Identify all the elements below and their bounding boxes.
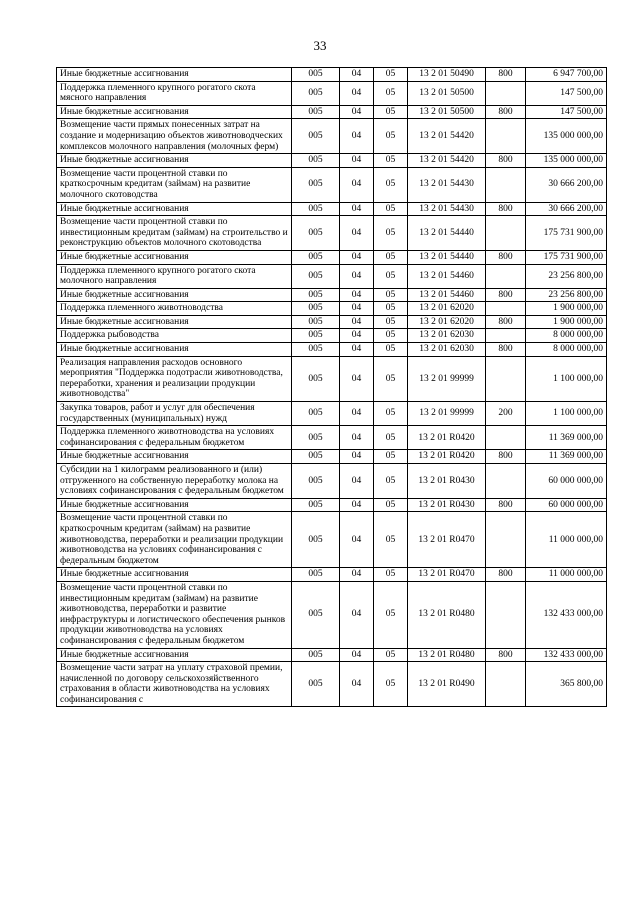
expense-type-code: 800: [486, 315, 526, 329]
ministry-code: 005: [292, 329, 340, 343]
expense-type-code: 800: [486, 202, 526, 216]
subsection-code: 05: [374, 154, 408, 168]
expense-name: Иные бюджетные ассигнования: [57, 202, 292, 216]
ministry-code: 005: [292, 426, 340, 450]
table-row: [57, 343, 607, 357]
table-row: [57, 464, 607, 499]
amount: 8 000 000,00: [526, 329, 607, 343]
subsection-code: 05: [374, 202, 408, 216]
expense-name: Субсидии на 1 килограмм реализованного и (или) отгруженного на собственную переработку молока на условиях софинансирования с федеральным бюджетом: [57, 464, 292, 499]
section-code: 04: [340, 498, 374, 512]
section-code: 04: [340, 302, 374, 316]
section-code: 04: [340, 167, 374, 202]
expense-type-code: 800: [486, 450, 526, 464]
target-article-code: 13 2 01 99999: [408, 402, 486, 426]
subsection-code: 05: [374, 302, 408, 316]
table-row: [57, 329, 607, 343]
target-article-code: 13 2 01 62030: [408, 343, 486, 357]
table-row: [57, 648, 607, 662]
ministry-code: 005: [292, 498, 340, 512]
expense-type-code: [486, 216, 526, 251]
expense-type-code: 800: [486, 568, 526, 582]
target-article-code: 13 2 01 54460: [408, 288, 486, 302]
ministry-code: 005: [292, 356, 340, 401]
ministry-code: 005: [292, 105, 340, 119]
section-code: 04: [340, 426, 374, 450]
amount: 60 000 000,00: [526, 464, 607, 499]
table-row: [57, 81, 607, 105]
table-row: [57, 568, 607, 582]
subsection-code: 05: [374, 315, 408, 329]
target-article-code: 13 2 01 99999: [408, 356, 486, 401]
section-code: 04: [340, 402, 374, 426]
section-code: 04: [340, 119, 374, 154]
target-article-code: 13 2 01 62020: [408, 315, 486, 329]
subsection-code: 05: [374, 581, 408, 648]
target-article-code: 13 2 01 R0420: [408, 450, 486, 464]
expense-name: Возмещение части процентной ставки по инвестиционным кредитам (займам) на строительство и реконструкцию объектов молочного скотоводства: [57, 216, 292, 251]
expense-name: Иные бюджетные ассигнования: [57, 450, 292, 464]
expense-type-code: 800: [486, 68, 526, 82]
amount: 30 666 200,00: [526, 202, 607, 216]
table-row: [57, 402, 607, 426]
expense-name: Иные бюджетные ассигнования: [57, 250, 292, 264]
subsection-code: 05: [374, 216, 408, 251]
ministry-code: 005: [292, 315, 340, 329]
ministry-code: 005: [292, 154, 340, 168]
expense-name: Иные бюджетные ассигнования: [57, 648, 292, 662]
expense-type-code: 800: [486, 648, 526, 662]
expense-type-code: [486, 329, 526, 343]
expense-name: Реализация направления расходов основного мероприятия "Поддержка подотрасли животноводства, переработки, хранения и реализации продукции животноводства": [57, 356, 292, 401]
section-code: 04: [340, 512, 374, 568]
table-row: [57, 512, 607, 568]
ministry-code: 005: [292, 250, 340, 264]
page-number: 33: [313, 38, 327, 53]
table-row: [57, 154, 607, 168]
amount: 23 256 800,00: [526, 264, 607, 288]
subsection-code: 05: [374, 81, 408, 105]
expense-name: Иные бюджетные ассигнования: [57, 568, 292, 582]
expense-type-code: [486, 464, 526, 499]
subsection-code: 05: [374, 498, 408, 512]
amount: 1 100 000,00: [526, 356, 607, 401]
ministry-code: 005: [292, 288, 340, 302]
amount: 175 731 900,00: [526, 216, 607, 251]
section-code: 04: [340, 662, 374, 707]
ministry-code: 005: [292, 662, 340, 707]
table-row: [57, 662, 607, 707]
amount: 147 500,00: [526, 81, 607, 105]
target-article-code: 13 2 01 54440: [408, 216, 486, 251]
target-article-code: 13 2 01 R0420: [408, 426, 486, 450]
amount: 1 900 000,00: [526, 302, 607, 316]
subsection-code: 05: [374, 568, 408, 582]
subsection-code: 05: [374, 119, 408, 154]
expense-type-code: 800: [486, 250, 526, 264]
subsection-code: 05: [374, 426, 408, 450]
subsection-code: 05: [374, 68, 408, 82]
table-row: [57, 202, 607, 216]
expense-type-code: [486, 356, 526, 401]
amount: 11 369 000,00: [526, 426, 607, 450]
table-row: [57, 119, 607, 154]
expense-name: Иные бюджетные ассигнования: [57, 105, 292, 119]
target-article-code: 13 2 01 54430: [408, 167, 486, 202]
expense-name: Возмещение части процентной ставки по краткосрочным кредитам (займам) на развитие молочного скотоводства: [57, 167, 292, 202]
target-article-code: 13 2 01 62030: [408, 329, 486, 343]
target-article-code: 13 2 01 54420: [408, 154, 486, 168]
table-body: [57, 68, 607, 707]
subsection-code: 05: [374, 512, 408, 568]
ministry-code: 005: [292, 343, 340, 357]
ministry-code: 005: [292, 581, 340, 648]
target-article-code: 13 2 01 R0470: [408, 512, 486, 568]
expense-name: Иные бюджетные ассигнования: [57, 288, 292, 302]
section-code: 04: [340, 288, 374, 302]
section-code: 04: [340, 648, 374, 662]
amount: 132 433 000,00: [526, 648, 607, 662]
amount: 11 000 000,00: [526, 512, 607, 568]
amount: 30 666 200,00: [526, 167, 607, 202]
amount: 147 500,00: [526, 105, 607, 119]
expense-name: Поддержка племенного крупного рогатого скота мясного направления: [57, 81, 292, 105]
subsection-code: 05: [374, 329, 408, 343]
amount: 11 000 000,00: [526, 568, 607, 582]
amount: 60 000 000,00: [526, 498, 607, 512]
amount: 365 800,00: [526, 662, 607, 707]
amount: 11 369 000,00: [526, 450, 607, 464]
target-article-code: 13 2 01 54430: [408, 202, 486, 216]
table-row: [57, 68, 607, 82]
target-article-code: 13 2 01 R0490: [408, 662, 486, 707]
expense-type-code: 800: [486, 343, 526, 357]
expense-name: Поддержка племенного крупного рогатого скота молочного направления: [57, 264, 292, 288]
ministry-code: 005: [292, 264, 340, 288]
subsection-code: 05: [374, 288, 408, 302]
table-row: [57, 302, 607, 316]
expense-name: Поддержка племенного животноводства на условиях софинансирования с федеральным бюджетом: [57, 426, 292, 450]
table-row: [57, 105, 607, 119]
amount: 175 731 900,00: [526, 250, 607, 264]
amount: 135 000 000,00: [526, 154, 607, 168]
expense-name: Иные бюджетные ассигнования: [57, 343, 292, 357]
section-code: 04: [340, 264, 374, 288]
expense-type-code: [486, 264, 526, 288]
section-code: 04: [340, 568, 374, 582]
expense-name: Закупка товаров, работ и услуг для обеспечения государственных (муниципальных) нужд: [57, 402, 292, 426]
amount: 135 000 000,00: [526, 119, 607, 154]
section-code: 04: [340, 315, 374, 329]
expense-name: Поддержка племенного животноводства: [57, 302, 292, 316]
section-code: 04: [340, 216, 374, 251]
subsection-code: 05: [374, 167, 408, 202]
table-row: [57, 426, 607, 450]
ministry-code: 005: [292, 167, 340, 202]
amount: 6 947 700,00: [526, 68, 607, 82]
section-code: 04: [340, 464, 374, 499]
expense-type-code: [486, 426, 526, 450]
expense-name: Иные бюджетные ассигнования: [57, 498, 292, 512]
expense-type-code: 800: [486, 154, 526, 168]
budget-table: [56, 67, 607, 707]
table-row: [57, 356, 607, 401]
ministry-code: 005: [292, 464, 340, 499]
ministry-code: 005: [292, 648, 340, 662]
target-article-code: 13 2 01 50500: [408, 105, 486, 119]
target-article-code: 13 2 01 50490: [408, 68, 486, 82]
expense-type-code: [486, 81, 526, 105]
table-row: [57, 581, 607, 648]
section-code: 04: [340, 68, 374, 82]
expense-name: Возмещение части процентной ставки по краткосрочным кредитам (займам) на развитие животноводства, переработки и реализации продукции животноводства на условиях софинансирования с федеральным бюджетом: [57, 512, 292, 568]
ministry-code: 005: [292, 450, 340, 464]
target-article-code: 13 2 01 54460: [408, 264, 486, 288]
subsection-code: 05: [374, 402, 408, 426]
subsection-code: 05: [374, 464, 408, 499]
table-row: [57, 250, 607, 264]
expense-name: Возмещение части процентной ставки по инвестиционным кредитам (займам) на развитие животноводства, переработки и развитие инфраструктуры и логистического обеспечения рынков продукции животноводства на условиях софинансирования с федеральным бюджетом: [57, 581, 292, 648]
ministry-code: 005: [292, 302, 340, 316]
subsection-code: 05: [374, 264, 408, 288]
expense-type-code: 200: [486, 402, 526, 426]
expense-type-code: [486, 512, 526, 568]
section-code: 04: [340, 105, 374, 119]
expense-type-code: [486, 662, 526, 707]
subsection-code: 05: [374, 450, 408, 464]
expense-name: Иные бюджетные ассигнования: [57, 154, 292, 168]
expense-name: Поддержка рыбоводства: [57, 329, 292, 343]
target-article-code: 13 2 01 R0430: [408, 498, 486, 512]
section-code: 04: [340, 329, 374, 343]
target-article-code: 13 2 01 R0480: [408, 581, 486, 648]
table-row: [57, 216, 607, 251]
ministry-code: 005: [292, 202, 340, 216]
expense-type-code: [486, 167, 526, 202]
target-article-code: 13 2 01 R0430: [408, 464, 486, 499]
target-article-code: 13 2 01 R0470: [408, 568, 486, 582]
table-row: [57, 288, 607, 302]
target-article-code: 13 2 01 R0480: [408, 648, 486, 662]
target-article-code: 13 2 01 54440: [408, 250, 486, 264]
expense-name: Иные бюджетные ассигнования: [57, 315, 292, 329]
expense-type-code: 800: [486, 498, 526, 512]
ministry-code: 005: [292, 402, 340, 426]
table-row: [57, 167, 607, 202]
subsection-code: 05: [374, 105, 408, 119]
expense-type-code: [486, 302, 526, 316]
expense-name: Возмещение части прямых понесенных затрат на создание и модернизацию объектов животноводческих комплексов молочного направления (молочных ферм): [57, 119, 292, 154]
section-code: 04: [340, 581, 374, 648]
target-article-code: 13 2 01 54420: [408, 119, 486, 154]
section-code: 04: [340, 202, 374, 216]
table-row: [57, 264, 607, 288]
target-article-code: 13 2 01 50500: [408, 81, 486, 105]
expense-type-code: [486, 581, 526, 648]
ministry-code: 005: [292, 68, 340, 82]
subsection-code: 05: [374, 648, 408, 662]
ministry-code: 005: [292, 568, 340, 582]
amount: 132 433 000,00: [526, 581, 607, 648]
section-code: 04: [340, 356, 374, 401]
table-row: [57, 450, 607, 464]
amount: 23 256 800,00: [526, 288, 607, 302]
ministry-code: 005: [292, 512, 340, 568]
section-code: 04: [340, 343, 374, 357]
section-code: 04: [340, 250, 374, 264]
expense-type-code: 800: [486, 105, 526, 119]
table-row: [57, 315, 607, 329]
expense-name: Возмещение части затрат на уплату страховой премии, начисленной по договору сельскохозяйственного страхования в области животноводства на условиях софинансирования с: [57, 662, 292, 707]
ministry-code: 005: [292, 119, 340, 154]
expense-type-code: [486, 119, 526, 154]
expense-type-code: 800: [486, 288, 526, 302]
subsection-code: 05: [374, 250, 408, 264]
target-article-code: 13 2 01 62020: [408, 302, 486, 316]
amount: 1 100 000,00: [526, 402, 607, 426]
subsection-code: 05: [374, 662, 408, 707]
subsection-code: 05: [374, 356, 408, 401]
ministry-code: 005: [292, 81, 340, 105]
section-code: 04: [340, 450, 374, 464]
expense-name: Иные бюджетные ассигнования: [57, 68, 292, 82]
section-code: 04: [340, 81, 374, 105]
section-code: 04: [340, 154, 374, 168]
ministry-code: 005: [292, 216, 340, 251]
subsection-code: 05: [374, 343, 408, 357]
table-row: [57, 498, 607, 512]
amount: 1 900 000,00: [526, 315, 607, 329]
amount: 8 000 000,00: [526, 343, 607, 357]
